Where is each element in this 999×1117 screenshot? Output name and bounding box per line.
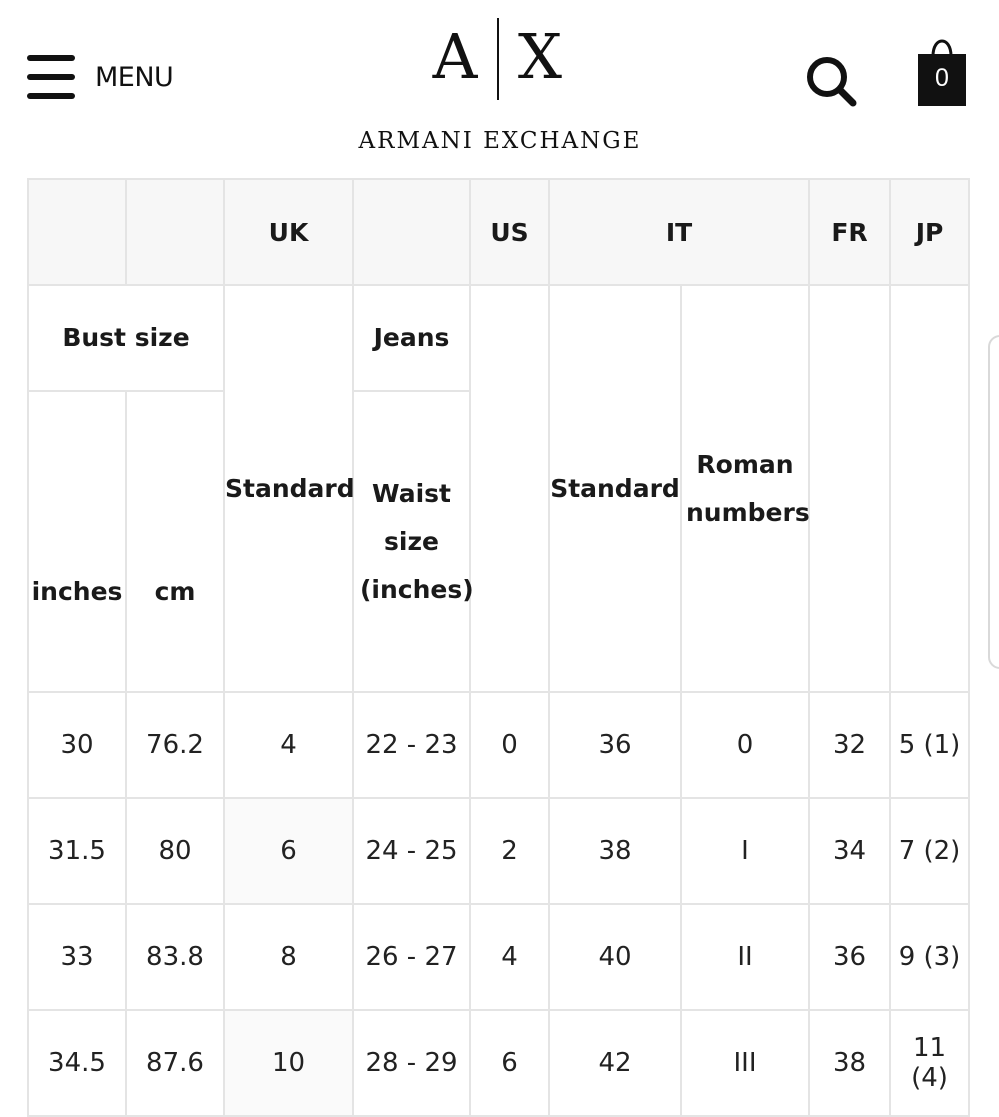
cell-bust-cm: 80 — [126, 798, 224, 904]
search-icon[interactable] — [805, 55, 857, 107]
size-chart-table — [27, 178, 970, 1117]
header-empty — [126, 179, 224, 285]
header-cm: cm — [126, 391, 224, 692]
cell-it-standard: 36 — [549, 692, 681, 798]
cell-it-standard: 38 — [549, 798, 681, 904]
header-empty — [28, 179, 126, 285]
header-fr: FR — [809, 179, 890, 285]
cell-it-standard: 40 — [549, 904, 681, 1010]
cell-bust-cm: 87.6 — [126, 1010, 224, 1116]
header-it-standard: Standard — [549, 285, 681, 692]
cell-waist-size: 28 - 29 — [353, 1010, 470, 1116]
cell-us: 6 — [470, 1010, 549, 1116]
cell-bust-inches: 30 — [28, 692, 126, 798]
table-row — [28, 1010, 969, 1116]
cell-jp: 7 (2) — [890, 798, 969, 904]
shopping-bag-button[interactable] — [917, 32, 967, 106]
header-roman-numbers: Roman numbers — [681, 285, 809, 692]
header-uk-standard: Standard — [224, 285, 353, 692]
cell-waist-size: 26 - 27 — [353, 904, 470, 1010]
cell-us: 4 — [470, 904, 549, 1010]
header-inches: inches — [28, 391, 126, 692]
header-fr-blank — [809, 285, 890, 692]
menu-label: MENU — [95, 61, 174, 93]
cell-it-roman: III — [681, 1010, 809, 1116]
logo-wordmark: ARMANI EXCHANGE — [358, 128, 642, 154]
country-header-row — [28, 179, 969, 285]
cell-uk-standard: 4 — [224, 692, 353, 798]
table-row — [28, 798, 969, 904]
table-row — [28, 692, 969, 798]
cell-jp: 5 (1) — [890, 692, 969, 798]
table-row — [28, 904, 969, 1010]
header-bust-size: Bust size — [28, 285, 224, 391]
header-waist-size: Waist size (inches) — [353, 391, 470, 692]
logo-mark-left: A — [432, 20, 478, 93]
header-us-blank — [470, 285, 549, 692]
logo-mark-right: X — [517, 20, 563, 93]
cell-fr: 34 — [809, 798, 890, 904]
cell-jp: 11 (4) — [890, 1010, 969, 1116]
cart-count-badge: 0 — [935, 64, 949, 92]
cell-bust-cm: 83.8 — [126, 904, 224, 1010]
cell-waist-size: 22 - 23 — [353, 692, 470, 798]
ax-logo-mark — [340, 16, 660, 106]
header-uk: UK — [224, 179, 353, 285]
header-it: IT — [549, 179, 809, 285]
cell-waist-size: 24 - 25 — [353, 798, 470, 904]
brand-logo[interactable] — [340, 16, 660, 154]
hamburger-icon — [27, 55, 75, 99]
cell-uk-standard: 10 — [224, 1010, 353, 1116]
site-header — [0, 0, 999, 170]
cell-us: 2 — [470, 798, 549, 904]
cell-bust-inches: 31.5 — [28, 798, 126, 904]
cell-uk-standard: 8 — [224, 904, 353, 1010]
menu-button[interactable] — [27, 55, 173, 99]
header-us: US — [470, 179, 549, 285]
group-header-row — [28, 285, 969, 391]
cell-bust-cm: 76.2 — [126, 692, 224, 798]
cell-uk-standard: 6 — [224, 798, 353, 904]
cell-it-standard: 42 — [549, 1010, 681, 1116]
cell-fr: 38 — [809, 1010, 890, 1116]
header-jp-blank — [890, 285, 969, 692]
header-jeans: Jeans — [353, 285, 470, 391]
header-empty — [353, 179, 470, 285]
cell-bust-inches: 33 — [28, 904, 126, 1010]
cell-us: 0 — [470, 692, 549, 798]
cell-it-roman: I — [681, 798, 809, 904]
cell-jp: 9 (3) — [890, 904, 969, 1010]
cell-it-roman: 0 — [681, 692, 809, 798]
cell-bust-inches: 34.5 — [28, 1010, 126, 1116]
side-drawer-handle[interactable] — [988, 335, 999, 669]
header-jp: JP — [890, 179, 969, 285]
cell-fr: 32 — [809, 692, 890, 798]
cell-it-roman: II — [681, 904, 809, 1010]
cell-fr: 36 — [809, 904, 890, 1010]
